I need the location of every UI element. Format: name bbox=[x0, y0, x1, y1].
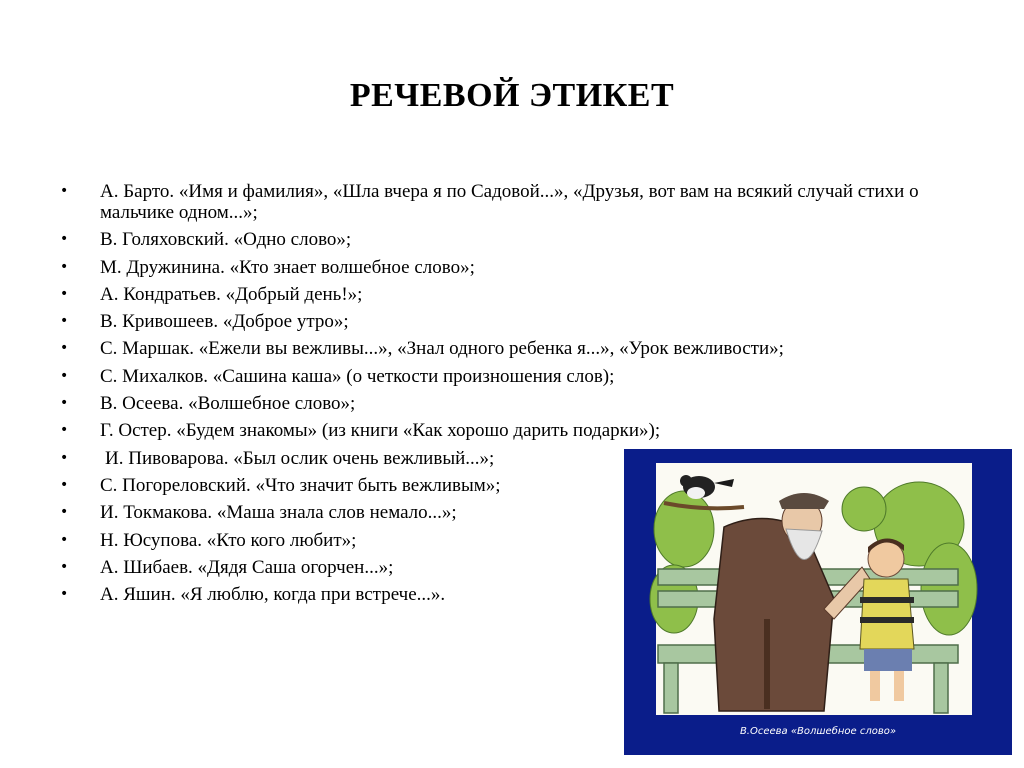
list-item: • А. Яшин. «Я люблю, когда при встрече...». bbox=[60, 584, 960, 605]
list-item: • М. Дружинина. «Кто знает волшебное слово»; bbox=[60, 257, 960, 278]
list-item: • Г. Остер. «Будем знакомы» (из книги «Как хорошо дарить подарки»); bbox=[60, 420, 960, 441]
list-item: • А. Барто. «Имя и фамилия», «Шла вчера я по Садовой...», «Друзья, вот вам на всякий случай стихи о мальчике одном...»; bbox=[60, 181, 960, 223]
list-item: • И. Токмакова. «Маша знала слов немало...»; bbox=[60, 502, 960, 523]
slide-title: РЕЧЕВОЙ ЭТИКЕТ bbox=[349, 77, 675, 114]
illustration-art bbox=[624, 449, 1012, 755]
list-item: • В. Кривошеев. «Доброе утро»; bbox=[60, 311, 960, 332]
list-item: • А. Шибаев. «Дядя Саша огорчен...»; bbox=[60, 557, 960, 578]
list-item: • В. Голяховский. «Одно слово»; bbox=[60, 229, 960, 250]
list-item: • С. Погореловский. «Что значит быть вежливым»; bbox=[60, 475, 960, 496]
list-item: • В. Осеева. «Волшебное слово»; bbox=[60, 393, 960, 414]
illustration-caption: В.Осеева «Волшебное слово» bbox=[739, 726, 897, 737]
list-item: • А. Кондратьев. «Добрый день!»; bbox=[60, 284, 960, 305]
list-item: • С. Михалков. «Сашина каша» (о четкости произношения слов); bbox=[60, 366, 960, 387]
list-item: • Н. Юсупова. «Кто кого любит»; bbox=[60, 530, 960, 551]
list-item: • И. Пивоварова. «Был ослик очень вежливый...»; bbox=[60, 448, 960, 469]
book-illustration bbox=[624, 449, 1012, 755]
list-item: • С. Маршак. «Ежели вы вежливы...», «Знал одного ребенка я...», «Урок вежливости»; bbox=[60, 338, 960, 359]
